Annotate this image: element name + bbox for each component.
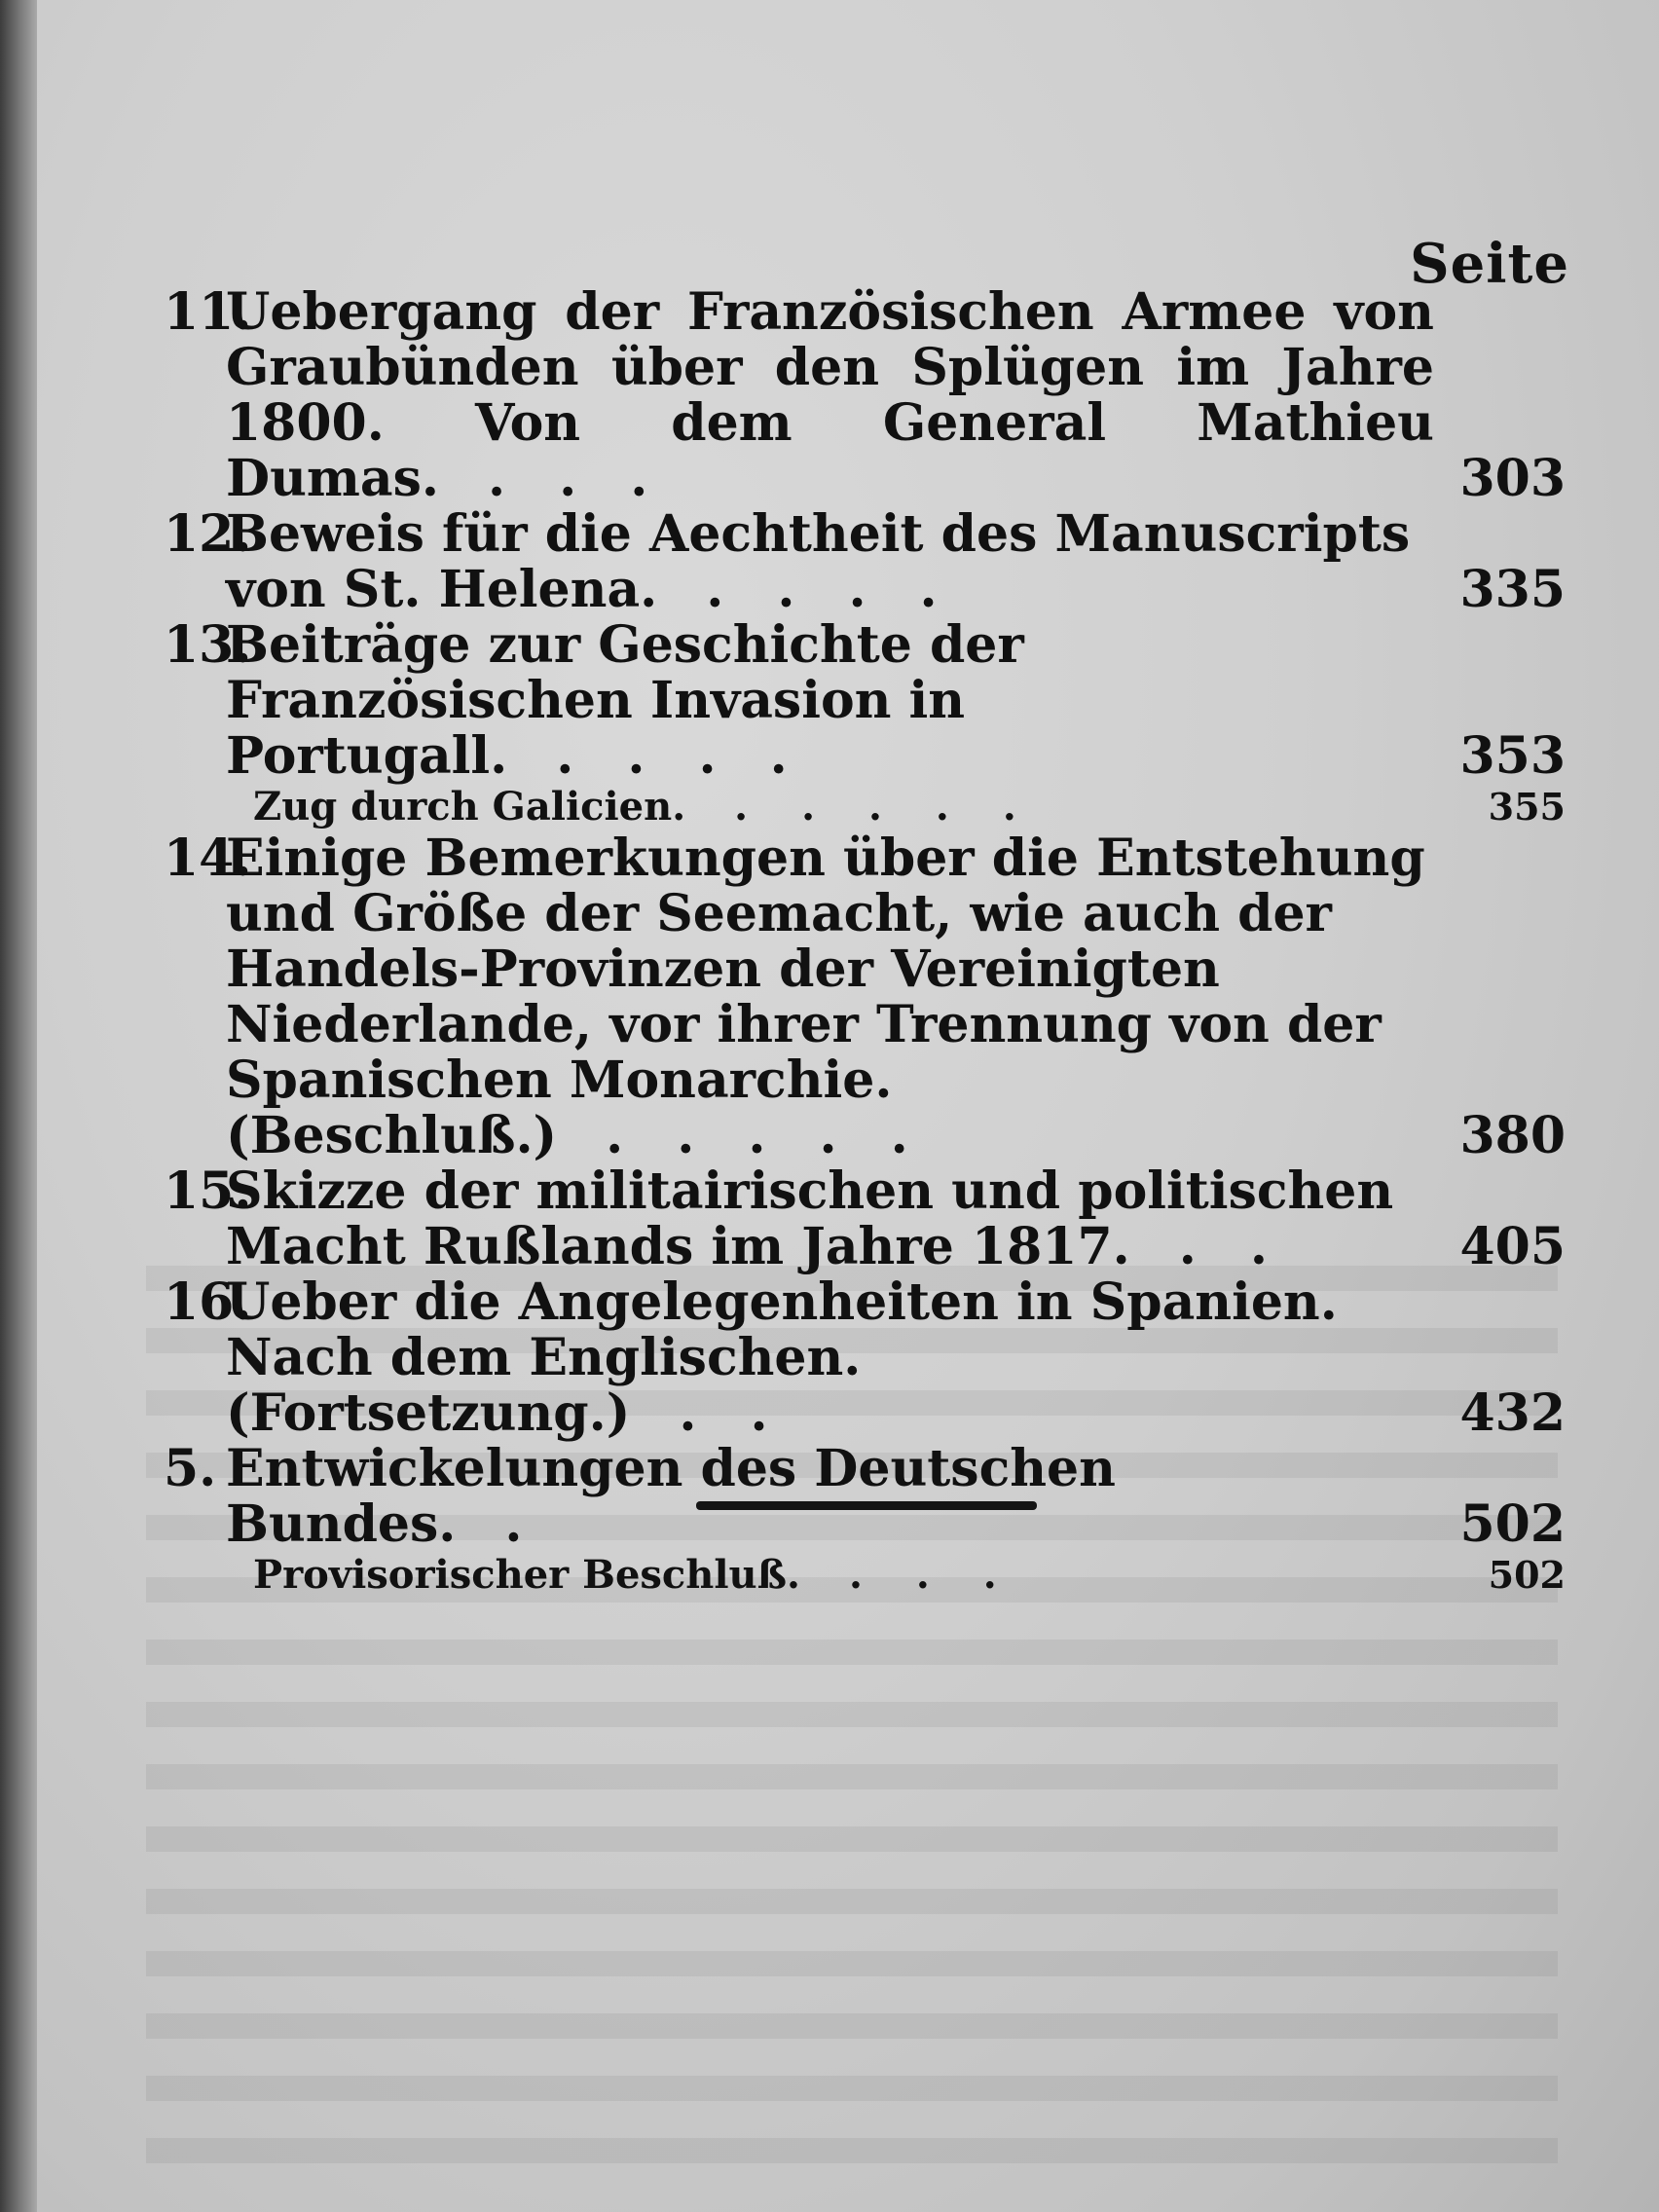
subentry-title: Zug durch Galicien. [253,784,686,830]
toc-entry-15 [164,1163,1566,1274]
toc-entry-12 [164,506,1566,617]
subentry-title: Provisorischer Beschluß. [253,1552,800,1598]
entry-number: 13. [164,615,252,675]
entry-number: 15. [164,1161,252,1221]
leader-dots: .. [1178,1217,1321,1276]
entry-number: 14. [164,829,252,888]
ornamental-rule [696,1501,1037,1510]
entry-page: 303 [1459,449,1566,508]
subentry-page: 502 [1488,1553,1566,1597]
entry-title: Einige Bemerkungen über die Entstehung und Größe der Seemacht, wie auch der Handels-Provinzen der Vereinigten Niederlande, vor ihrer Trennung von der Spanischen Monarchie. (Beschluß.) [226,829,1425,1165]
entry-title: Entwickelungen des Deutschen Bundes. [226,1439,1116,1554]
entry-page: 335 [1459,560,1566,619]
entry-title: Beweis für die Aechtheit des Manuscripts von St. Helena. [226,504,1411,619]
toc-subentry-galicien [164,784,1566,830]
entry-number: 12. [164,504,252,564]
entry-number: 5. [164,1439,217,1498]
toc-entry-11 [164,284,1566,506]
toc-entry-13 [164,617,1566,784]
leader-dots: ... [488,449,702,508]
entry-page: 405 [1459,1217,1566,1276]
entry-page: 432 [1459,1383,1566,1443]
entry-title: Ueber die Angelegenheiten in Spanien. Nach dem Englischen. (Fortsetzung.) [226,1272,1338,1443]
toc-entry-16 [164,1274,1566,1441]
leader-dots: .. [679,1383,822,1443]
entry-page: 380 [1459,1106,1566,1165]
leader-dots: ..... [734,784,1070,830]
table-of-contents [164,284,1566,1599]
leader-dots: ... [848,1552,1051,1598]
entry-title: Uebergang der Französischen Armee von Graubünden über den Splügen im Jahre 1800. Von dem General Mathieu Dumas. [226,282,1434,508]
entry-page: 353 [1459,726,1566,786]
book-spine-shadow [0,0,37,2212]
leader-dots: . [504,1494,576,1554]
entry-title: Skizze der militairischen und politischen Macht Rußlands im Jahre 1817. [226,1161,1394,1276]
leader-dots: ..... [606,1106,962,1165]
page-column-label: Seite [1410,232,1569,296]
toc-subentry-beschluss [164,1552,1566,1599]
subentry-page: 355 [1488,785,1566,829]
toc-entry-14 [164,830,1566,1163]
toc-entry-5 [164,1441,1566,1552]
entry-page: 502 [1459,1494,1566,1554]
entry-title: Beiträge zur Geschichte der Französischen Invasion in Portugall. [226,615,1024,786]
entry-number: 11. [164,282,252,342]
entry-number: 16. [164,1272,252,1332]
leader-dots: .... [706,560,991,619]
leader-dots: .... [556,726,841,786]
